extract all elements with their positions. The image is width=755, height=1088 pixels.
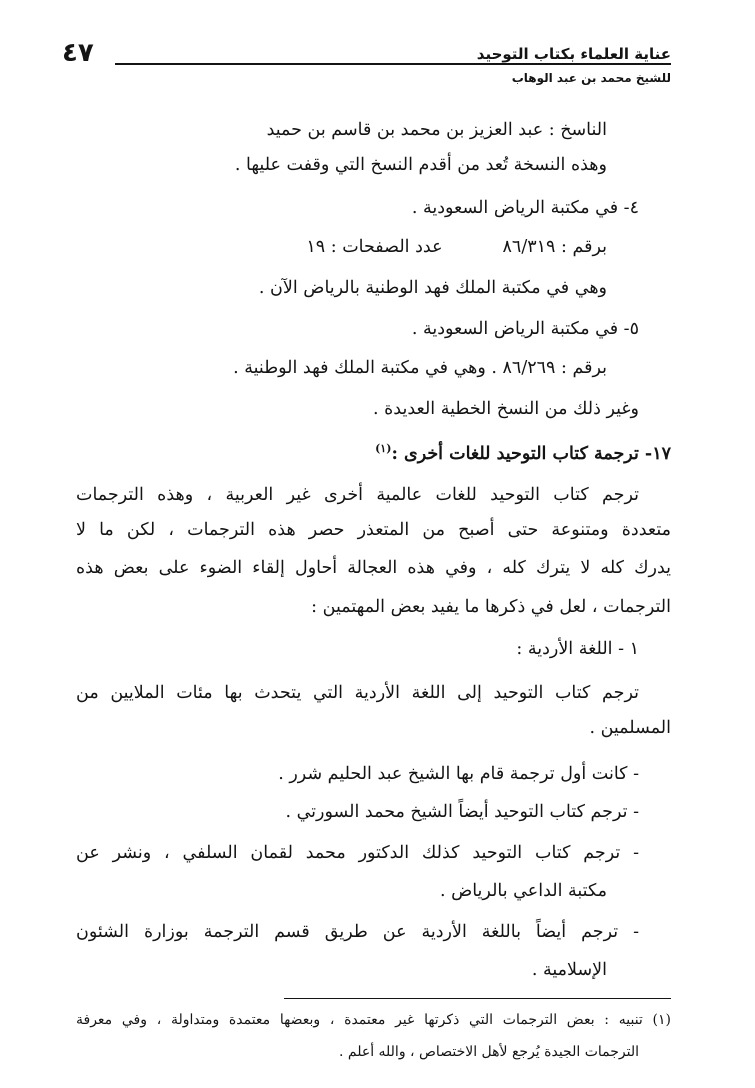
- paragraph-line: متعددة ومتنوعة حتى أصبح من المتعذر حصر هذه الترجمات ، لكن ما لا: [76, 520, 671, 540]
- paragraph-line: ترجم كتاب التوحيد للغات عالمية أخرى غير العربية ، وهذه الترجمات: [76, 485, 639, 505]
- paragraph-line: ترجم كتاب التوحيد إلى اللغة الأردية التي يتحدث بها مئات الملايين من: [76, 683, 639, 703]
- bullet-item-continuation: مكتبة الداعي بالرياض .: [439, 881, 607, 901]
- subheading-urdu: ١ - اللغة الأردية :: [516, 639, 639, 659]
- paragraph-line: الترجمات ، لعل في ذكرها ما يفيد بعض المهتمين :: [311, 597, 671, 617]
- footnote-line: (١) تنبيه : بعض الترجمات التي ذكرتها غير معتمدة ، وبعضها معتمدة ومتداولة ، وفي معرفة: [76, 1012, 671, 1028]
- bullet-item: - كانت أول ترجمة قام بها الشيخ عبد الحليم شرر .: [278, 764, 639, 784]
- list-item-riyadh-library-5: ٥- في مكتبة الرياض السعودية .: [411, 319, 639, 339]
- text-line-catalog-number-1: [76, 232, 607, 262]
- text-line-catalog-number-2: برقم : ٨٦/٢٦٩ . وهي في مكتبة الملك فهد الوطنية .: [233, 358, 607, 378]
- header-rule: [115, 63, 671, 65]
- footnote-line: الترجمات الجيدة يُرجع لأهل الاختصاص ، والله أعلم .: [338, 1044, 639, 1060]
- section-heading-text: ١٧- ترجمة كتاب التوحيد للغات أخرى :: [391, 443, 671, 464]
- page-number: ٤٧: [62, 38, 94, 68]
- running-header-title: عناية العلماء بكتاب التوحيد: [476, 45, 671, 63]
- catalog-number: برقم : ٨٦/٣١٩: [502, 237, 607, 257]
- page-count: عدد الصفحات : ١٩: [306, 237, 443, 257]
- bullet-item: - ترجم كتاب التوحيد كذلك الدكتور محمد لقمان السلفي ، ونشر عن: [76, 843, 639, 863]
- footnote-rule: [284, 998, 671, 999]
- section-heading: [76, 434, 671, 469]
- list-item-riyadh-library-4: ٤- في مكتبة الرياض السعودية .: [411, 198, 639, 218]
- paragraph-line: يدرك كله لا يترك كله ، وفي هذه العجالة أحاول إلقاء الضوء على بعض هذه: [76, 558, 671, 578]
- text-line-other-copies: وغير ذلك من النسخ الخطية العديدة .: [373, 399, 639, 419]
- bullet-item-continuation: الإسلامية .: [531, 960, 607, 980]
- bullet-item: - ترجم أيضاً باللغة الأردية عن طريق قسم الترجمة بوزارة الشئون: [76, 922, 639, 942]
- text-line-king-fahd-library: وهي في مكتبة الملك فهد الوطنية بالرياض الآن .: [258, 278, 607, 298]
- running-header-subtitle: للشيخ محمد بن عبد الوهاب: [511, 71, 671, 85]
- bullet-item: - ترجم كتاب التوحيد أيضاً الشيخ محمد السورتي .: [285, 802, 639, 822]
- footnote-ref-mark: (١): [375, 442, 392, 455]
- paragraph-line: المسلمين .: [589, 718, 671, 738]
- text-line-copyist: الناسخ : عبد العزيز بن محمد بن قاسم بن حميد: [266, 120, 607, 140]
- text-line-oldest-copy: وهذه النسخة تُعد من أقدم النسخ التي وقفت عليها .: [234, 155, 607, 175]
